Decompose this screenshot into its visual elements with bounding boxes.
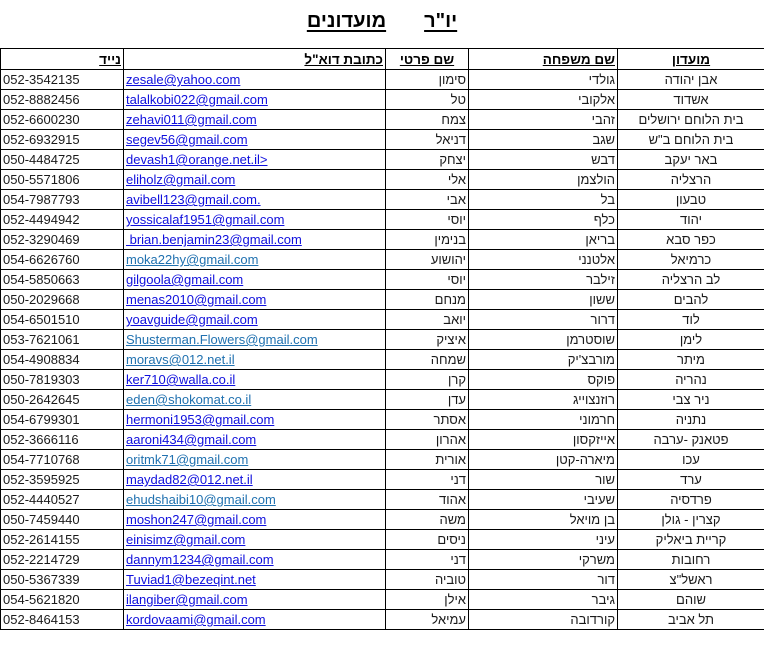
cell-first-name: ניסים (386, 530, 469, 550)
cell-club: ראשל"צ (618, 570, 764, 590)
cell-first-name: משה (386, 510, 469, 530)
email-link[interactable]: eliholz@gmail.com (126, 172, 236, 187)
table-row (1, 570, 764, 590)
page-title-role: יו"ר (424, 10, 458, 32)
cell-first-name: יוסי (386, 270, 469, 290)
email-link[interactable]: ehudshaibi10@gmail.com (126, 492, 276, 507)
table-row (1, 290, 764, 310)
cell-last-name: אלקובי (469, 90, 618, 110)
email-link[interactable]: dannym1234@gmail.com (126, 552, 274, 567)
email-link[interactable]: einisimz@gmail.com (126, 532, 246, 547)
cell-first-name: סימון (386, 70, 469, 90)
header-row (1, 49, 764, 70)
cell-email (124, 430, 386, 450)
cell-club: הרצליה (618, 170, 764, 190)
cell-last-name: פוקס (469, 370, 618, 390)
cell-last-name: עיני (469, 530, 618, 550)
table-row (1, 430, 764, 450)
cell-last-name: כלף (469, 210, 618, 230)
cell-club: טבעון (618, 190, 764, 210)
cell-club: בית הלוחם ב"ש (618, 130, 764, 150)
cell-mobile: 052-2214729 (1, 550, 124, 570)
cell-email (124, 190, 386, 210)
cell-last-name: חרמוני (469, 410, 618, 430)
email-link[interactable]: segev56@gmail.com (126, 132, 248, 147)
table-row (1, 510, 764, 530)
cell-first-name: דני (386, 550, 469, 570)
cell-email (124, 210, 386, 230)
cell-email (124, 110, 386, 130)
email-link[interactable]: maydad82@012.net.il (126, 472, 253, 487)
cell-club: ניר צבי (618, 390, 764, 410)
cell-mobile: 050-7819303 (1, 370, 124, 390)
cell-last-name: שור (469, 470, 618, 490)
cell-last-name: זהבי (469, 110, 618, 130)
table-row (1, 530, 764, 550)
cell-mobile: 052-4494942 (1, 210, 124, 230)
email-link[interactable]: moravs@012.net.il (126, 352, 235, 367)
cell-mobile: 050-2642645 (1, 390, 124, 410)
cell-last-name: דור (469, 570, 618, 590)
cell-club: ערד (618, 470, 764, 490)
column-header-first-name: שם פרטי (386, 49, 469, 70)
cell-first-name: אלי (386, 170, 469, 190)
cell-mobile: 050-7459440 (1, 510, 124, 530)
cell-club: בית הלוחם ירושלים (618, 110, 764, 130)
cell-email (124, 510, 386, 530)
email-link[interactable]: moka22hy@gmail.com (126, 252, 259, 267)
cell-email (124, 470, 386, 490)
cell-email (124, 290, 386, 310)
cell-last-name: דרור (469, 310, 618, 330)
cell-first-name: עדן (386, 390, 469, 410)
cell-email (124, 90, 386, 110)
contacts-table (0, 48, 764, 630)
cell-first-name: קרן (386, 370, 469, 390)
cell-mobile: 052-3666116 (1, 430, 124, 450)
cell-last-name: בל (469, 190, 618, 210)
table-row (1, 170, 764, 190)
cell-last-name: קורדובה (469, 610, 618, 630)
table-row (1, 250, 764, 270)
table-row (1, 490, 764, 510)
email-link[interactable]: Shusterman.Flowers@gmail.com (126, 332, 318, 347)
cell-email (124, 490, 386, 510)
table-row (1, 350, 764, 370)
cell-email (124, 70, 386, 90)
cell-first-name: אסתר (386, 410, 469, 430)
cell-mobile: 052-3290469 (1, 230, 124, 250)
cell-email (124, 350, 386, 370)
cell-club: כפר סבא (618, 230, 764, 250)
cell-mobile: 054-7987793 (1, 190, 124, 210)
cell-first-name: דניאל (386, 130, 469, 150)
cell-first-name: יוסי (386, 210, 469, 230)
cell-last-name: שעיבי (469, 490, 618, 510)
cell-first-name: אילן (386, 590, 469, 610)
email-link[interactable]: gilgoola@gmail.com (126, 272, 244, 287)
cell-last-name: ששון (469, 290, 618, 310)
email-link[interactable]: Tuviad1@bezeqint.net (126, 572, 256, 587)
table-row (1, 210, 764, 230)
email-link[interactable]: ilangiber@gmail.com (126, 592, 248, 607)
cell-first-name: אורית (386, 450, 469, 470)
cell-email (124, 550, 386, 570)
column-header-mobile: נייד (1, 49, 124, 70)
table-row (1, 450, 764, 470)
cell-mobile: 054-5850663 (1, 270, 124, 290)
cell-first-name: טוביה (386, 570, 469, 590)
page-title-subject: מועדונים (306, 10, 387, 32)
cell-mobile: 052-3595925 (1, 470, 124, 490)
email-link[interactable]: menas2010@gmail.com (126, 292, 267, 307)
cell-mobile: 054-4908834 (1, 350, 124, 370)
cell-mobile: 052-8882456 (1, 90, 124, 110)
cell-mobile: 052-6600230 (1, 110, 124, 130)
table-row (1, 470, 764, 490)
cell-club: אבן יהודה (618, 70, 764, 90)
cell-club: שוהם (618, 590, 764, 610)
cell-club: פרדסיה (618, 490, 764, 510)
cell-email (124, 530, 386, 550)
email-link[interactable]: avibell123@gmail.com. (126, 192, 261, 207)
cell-first-name: אבי (386, 190, 469, 210)
cell-mobile: 050-4484725 (1, 150, 124, 170)
cell-email (124, 150, 386, 170)
cell-first-name: יצחק (386, 150, 469, 170)
cell-email (124, 570, 386, 590)
cell-mobile: 053-7621061 (1, 330, 124, 350)
cell-mobile: 052-4440527 (1, 490, 124, 510)
cell-first-name: יהושוע (386, 250, 469, 270)
cell-email (124, 450, 386, 470)
table-row (1, 190, 764, 210)
cell-club: לוד (618, 310, 764, 330)
email-link[interactable]: zehavi011@gmail.com (126, 112, 257, 127)
table-row (1, 110, 764, 130)
cell-mobile: 050-5367339 (1, 570, 124, 590)
cell-mobile: 054-5621820 (1, 590, 124, 610)
cell-mobile: 052-3542135 (1, 70, 124, 90)
cell-last-name: מיארה-קטן (469, 450, 618, 470)
cell-last-name: גיבר (469, 590, 618, 610)
cell-email (124, 370, 386, 390)
column-header-club: מועדון (618, 49, 764, 70)
cell-mobile: 052-8464153 (1, 610, 124, 630)
cell-club: נהריה (618, 370, 764, 390)
cell-first-name: שמחה (386, 350, 469, 370)
cell-first-name: טל (386, 90, 469, 110)
cell-club: יהוד (618, 210, 764, 230)
cell-email (124, 330, 386, 350)
cell-mobile: 054-6799301 (1, 410, 124, 430)
table-row (1, 90, 764, 110)
cell-last-name: זילבר (469, 270, 618, 290)
cell-last-name: הולצמן (469, 170, 618, 190)
cell-mobile: 052-2614155 (1, 530, 124, 550)
email-link[interactable]: talalkobi022@gmail.com (126, 92, 268, 107)
cell-club: מיתר (618, 350, 764, 370)
cell-mobile: 054-6626760 (1, 250, 124, 270)
cell-email (124, 410, 386, 430)
cell-last-name: גולדי (469, 70, 618, 90)
column-header-email: כתובת דוא"ל (124, 49, 386, 70)
cell-club: קצרין - גולן (618, 510, 764, 530)
table-row (1, 70, 764, 90)
cell-email (124, 230, 386, 250)
cell-last-name: מורבצ'יק (469, 350, 618, 370)
cell-email (124, 610, 386, 630)
email-link[interactable]: yossicalaf1951@gmail.com (126, 212, 285, 227)
cell-first-name: צמח (386, 110, 469, 130)
cell-mobile: 050-5571806 (1, 170, 124, 190)
cell-first-name: איציק (386, 330, 469, 350)
email-link[interactable]: moshon247@gmail.com (126, 512, 267, 527)
cell-club: אשדוד (618, 90, 764, 110)
cell-club: רחובות (618, 550, 764, 570)
table-row (1, 550, 764, 570)
cell-club: קריית ביאליק (618, 530, 764, 550)
email-link[interactable]: brian.benjamin23@gmail.com (126, 232, 302, 247)
table-row (1, 270, 764, 290)
table-row (1, 330, 764, 350)
table-row (1, 390, 764, 410)
table-row (1, 610, 764, 630)
email-link[interactable]: zesale@yahoo.com (126, 72, 241, 87)
column-header-last-name: שם משפחה (469, 49, 618, 70)
cell-email (124, 270, 386, 290)
cell-club: תל אביב (618, 610, 764, 630)
table-row (1, 130, 764, 150)
cell-email (124, 250, 386, 270)
cell-first-name: אהוד (386, 490, 469, 510)
cell-last-name: שוסטרמן (469, 330, 618, 350)
cell-email (124, 310, 386, 330)
cell-first-name: בנימין (386, 230, 469, 250)
email-link[interactable]: devash1@orange.net.il> (126, 152, 268, 167)
cell-mobile: 054-7710768 (1, 450, 124, 470)
cell-club: עכו (618, 450, 764, 470)
cell-club: לימן (618, 330, 764, 350)
table-row (1, 230, 764, 250)
cell-last-name: בן מויאל (469, 510, 618, 530)
email-link[interactable]: eden@shokomat.co.il (126, 392, 252, 407)
cell-last-name: אייזקסון (469, 430, 618, 450)
email-link[interactable]: oritmk71@gmail.com (126, 452, 249, 467)
cell-club: נתניה (618, 410, 764, 430)
cell-email (124, 590, 386, 610)
email-link[interactable]: aaroni434@gmail.com (126, 432, 257, 447)
page-title (0, 10, 764, 33)
cell-last-name: משרקי (469, 550, 618, 570)
cell-mobile: 050-2029668 (1, 290, 124, 310)
cell-mobile: 052-6932915 (1, 130, 124, 150)
email-link[interactable]: ker710@walla.co.il (126, 372, 236, 387)
cell-last-name: דבש (469, 150, 618, 170)
cell-email (124, 130, 386, 150)
cell-club: כרמיאל (618, 250, 764, 270)
cell-last-name: רוזנצוייג (469, 390, 618, 410)
cell-email (124, 170, 386, 190)
email-link[interactable]: kordovaami@gmail.com (126, 612, 266, 627)
cell-last-name: שגב (469, 130, 618, 150)
cell-first-name: עמיאל (386, 610, 469, 630)
cell-first-name: מנחם (386, 290, 469, 310)
cell-club: לב הרצליה (618, 270, 764, 290)
table-row (1, 370, 764, 390)
table-row (1, 590, 764, 610)
cell-club: פטאנק -ערבה (618, 430, 764, 450)
table-row (1, 150, 764, 170)
cell-mobile: 054-6501510 (1, 310, 124, 330)
cell-club: באר יעקב (618, 150, 764, 170)
cell-club: להבים (618, 290, 764, 310)
table-row (1, 410, 764, 430)
table-body (1, 70, 764, 630)
cell-email (124, 390, 386, 410)
cell-last-name: בריאן (469, 230, 618, 250)
cell-first-name: אהרון (386, 430, 469, 450)
cell-first-name: דני (386, 470, 469, 490)
cell-last-name: אלטנני (469, 250, 618, 270)
email-link[interactable]: yoavguide@gmail.com (126, 312, 258, 327)
table-row (1, 310, 764, 330)
email-link[interactable]: hermoni1953@gmail.com (126, 412, 275, 427)
cell-first-name: יואב (386, 310, 469, 330)
